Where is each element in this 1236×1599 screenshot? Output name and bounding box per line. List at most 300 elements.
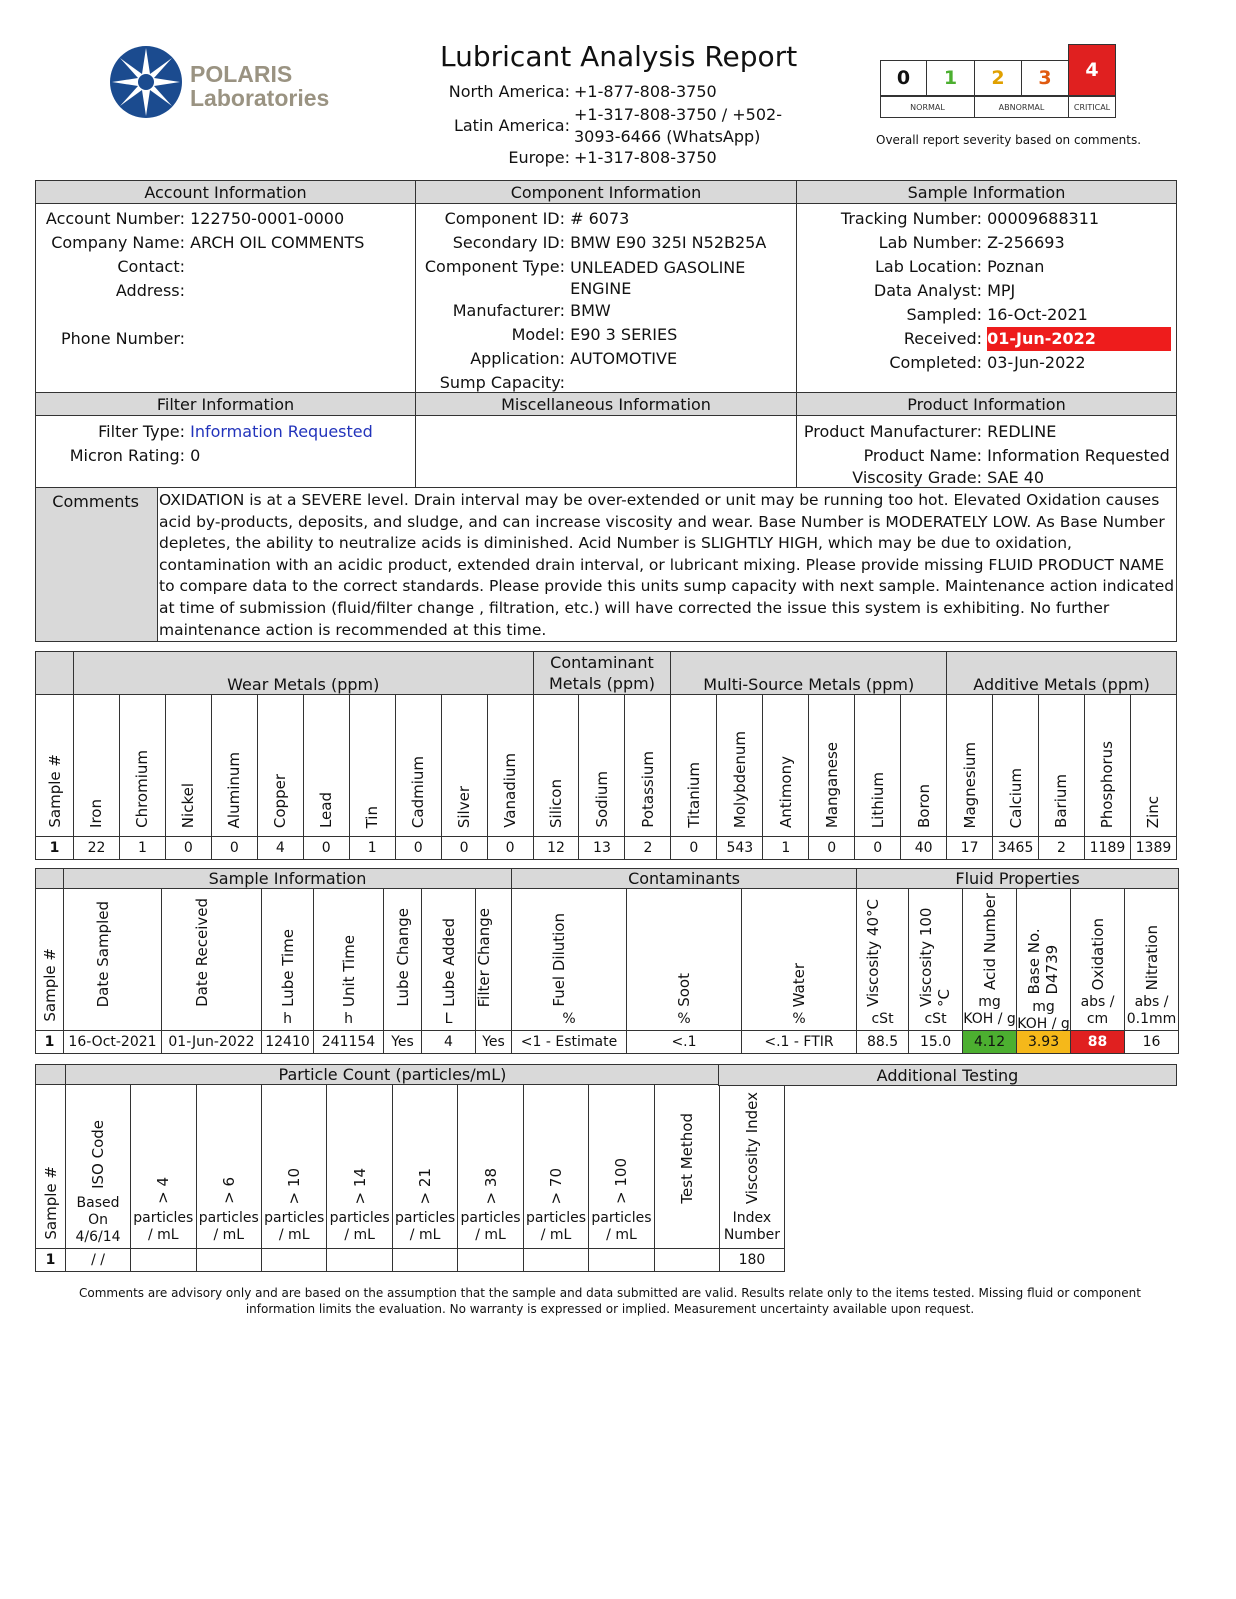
lab-number: Z-256693 [987, 233, 1065, 252]
metal-name: Tin [363, 805, 382, 828]
field-label: Data Analyst: [873, 281, 982, 300]
metal-name: Silver [455, 785, 474, 828]
metal-name: Chromium [133, 750, 152, 828]
particle-col-content [720, 1086, 784, 1248]
fluid-col-oxidation [1071, 889, 1125, 1031]
wear-metals-group: Wear Metals (ppm) [74, 652, 534, 695]
field-label: Model: [511, 325, 565, 344]
field-label: Company Name: [51, 233, 185, 252]
fluid-col-lube-change [384, 889, 422, 1031]
severity-label-abnormal: ABNORMAL [974, 96, 1069, 118]
metal-col-nickel [165, 695, 211, 837]
lab-location-row [796, 255, 1176, 279]
viscosity-grade-row [796, 468, 1176, 488]
metal-col-barium [1039, 695, 1085, 837]
fluid-col-unit: % [562, 1011, 576, 1027]
completed-row [796, 351, 1176, 375]
severity-label-critical: CRITICAL [1068, 96, 1116, 118]
test-method-value [654, 1249, 719, 1272]
particle-count-group: Particle Count (particles/mL) [66, 1065, 720, 1085]
metal-value-chromium: 1 [119, 837, 165, 860]
field-label: Account Number: [45, 209, 185, 228]
fluid-col-content [909, 890, 962, 1030]
contact-value: +1-317-808-3750 / +502-3093-6466 (WhatsApp) [574, 105, 782, 146]
metal-col-silicon [533, 695, 579, 837]
fluid-col-name: Acid Number [980, 893, 999, 990]
fluid-col-unit: mg KOH / g [1017, 998, 1070, 1032]
logo-line-2: Laboratories [190, 85, 330, 111]
particle-corner [36, 1065, 66, 1085]
particle-size-4 [327, 1085, 392, 1249]
micron-rating: 0 [190, 446, 201, 465]
fluid-value-water: <.1 - FTIR [742, 1031, 857, 1054]
sample-number: 1 [36, 1249, 66, 1272]
field-label: Contact: [117, 257, 185, 276]
particle-count-value [327, 1249, 392, 1272]
particle-col-content [393, 1086, 457, 1248]
fluid-col-content [963, 890, 1016, 1030]
particle-col-name: Test Method [677, 1113, 696, 1204]
contaminants-group: Contaminants [512, 869, 857, 889]
sample-number: 1 [36, 1031, 64, 1054]
contact-label: Latin America: [453, 116, 570, 135]
misc-header: Miscellaneous Information [415, 392, 797, 416]
particle-size-3 [261, 1085, 326, 1249]
metal-name: Cadmium [409, 755, 428, 828]
particle-table [35, 1064, 785, 1272]
metal-value-aluminum: 0 [211, 837, 257, 860]
field-label: Micron Rating: [69, 446, 185, 465]
metal-name: Sodium [592, 771, 611, 828]
fluid-col-nitration [1125, 889, 1179, 1031]
sampled-date: 16-Oct-2021 [987, 305, 1088, 324]
fluid-col-unit: mg KOH / g [963, 994, 1016, 1027]
metal-name: Nickel [179, 782, 198, 828]
fluid-value-unit-time: 241154 [314, 1031, 384, 1054]
particle-size-7 [523, 1085, 588, 1249]
metal-value-potassium: 2 [625, 837, 671, 860]
metal-col-phosphorus [1084, 695, 1130, 837]
fluid-col-unit-time [314, 889, 384, 1031]
particle-col-content [655, 1086, 719, 1248]
particle-col-name: ISO Code [89, 1120, 108, 1189]
fluid-col-lube-time [262, 889, 314, 1031]
metal-name: Copper [271, 773, 290, 828]
polaris-star-icon [108, 44, 184, 120]
metal-col-zinc [1130, 695, 1176, 837]
sample-number-header [36, 1085, 66, 1249]
sample-info-header: Sample Information [796, 180, 1177, 204]
product-manufacturer: REDLINE [987, 422, 1057, 441]
fluid-col-name: Date Received [192, 898, 211, 1007]
particle-count-value [458, 1249, 523, 1272]
field-label: Address: [115, 281, 185, 300]
fluid-value-date-sampled: 16-Oct-2021 [64, 1031, 162, 1054]
fluid-value-lube-time: 12410 [262, 1031, 314, 1054]
metal-name: Aluminum [225, 751, 244, 828]
fluid-col-name: Filter Change [474, 907, 493, 1007]
particle-col-unit: particles / mL [133, 1210, 194, 1243]
metal-value-vanadium: 0 [487, 837, 533, 860]
field-label: Lab Location: [874, 257, 982, 276]
metal-value-copper: 4 [257, 837, 303, 860]
tracking-number: 00009688311 [987, 209, 1100, 228]
particle-size-5 [392, 1085, 457, 1249]
viscosity-grade: SAE 40 [987, 468, 1045, 487]
metal-value-calcium: 3465 [993, 837, 1039, 860]
particle-col-unit: particles / mL [591, 1210, 652, 1243]
data-analyst-row [796, 279, 1176, 303]
fluid-col-content [162, 890, 261, 1030]
phone-row [35, 327, 415, 351]
fluid-col-content [1017, 890, 1070, 1030]
fluid-value-filter-change: Yes [476, 1031, 512, 1054]
lab-number-row [796, 231, 1176, 255]
field-label: Secondary ID: [452, 233, 565, 252]
fluid-value-viscosity-40-c: 88.5 [857, 1031, 909, 1054]
fluid-col-content [422, 890, 475, 1030]
fluid-value-base-no-d4739: 3.93 [1017, 1031, 1071, 1054]
metal-col-molybdenum [717, 695, 763, 837]
product-name: Information Requested [987, 446, 1170, 465]
iso-code-value: / / [66, 1249, 131, 1272]
field-label: Product Name: [863, 446, 982, 465]
fluid-value-oxidation: 88 [1071, 1031, 1125, 1054]
particle-size-2 [196, 1085, 261, 1249]
filter-info [35, 420, 415, 468]
metal-value-tin: 1 [349, 837, 395, 860]
fluid-col-unit: cSt [924, 1011, 947, 1027]
particle-col-content [458, 1086, 522, 1248]
fluid-col-content [627, 890, 741, 1030]
fluid-col-content [384, 890, 421, 1030]
fluid-col-name: Soot [675, 973, 693, 1007]
metal-value-molybdenum: 543 [717, 837, 763, 860]
metal-name: Magnesium [960, 741, 979, 828]
metal-value-lithium: 0 [855, 837, 901, 860]
sample-number-label: Sample # [45, 754, 64, 828]
metal-name: Lead [317, 791, 336, 828]
viscosity-index-header [719, 1085, 784, 1249]
metal-value-nickel: 0 [165, 837, 211, 860]
received-row [796, 327, 1176, 351]
fluid-col-name: Unit Time [339, 934, 358, 1007]
application: AUTOMOTIVE [570, 349, 678, 368]
component-info [415, 207, 795, 395]
footer-disclaimer: Comments are advisory only and are based on the assumption that the sample and data submitted are valid. Results relate only to the items tested. Missing fluid or component information limits the evaluation. No warranty is expressed or implied. Measurement uncertainty available upon request. [79, 1286, 1141, 1316]
particle-count-value [131, 1249, 196, 1272]
metal-value-boron: 40 [901, 837, 947, 860]
fluid-properties-group: Fluid Properties [857, 869, 1179, 889]
metal-name: Manganese [822, 741, 841, 828]
field-label: Completed: [889, 353, 982, 372]
metal-value-iron: 22 [74, 837, 120, 860]
fluid-value-acid-number: 4.12 [963, 1031, 1017, 1054]
account-number: 122750-0001-0000 [190, 209, 345, 228]
metal-value-magnesium: 17 [947, 837, 993, 860]
particle-col-name: > 100 [612, 1158, 631, 1204]
metal-col-lithium [855, 695, 901, 837]
contaminant-metals-group: Contaminant Metals (ppm) [533, 652, 671, 695]
severity-note: Overall report severity based on comments. [876, 133, 1142, 147]
filter-type-row [35, 420, 415, 444]
particle-count-value [261, 1249, 326, 1272]
particle-col-unit: particles / mL [525, 1210, 587, 1243]
address-row [35, 279, 415, 327]
metal-value-titanium: 0 [671, 837, 717, 860]
fluid-col-name: Viscosity 100 °C [916, 907, 953, 1007]
sample-number-header [36, 695, 74, 837]
field-label: Application: [470, 349, 565, 368]
sample-number-label: Sample # [40, 948, 59, 1022]
metal-value-lead: 0 [303, 837, 349, 860]
fluid-col-name: Oxidation [1088, 917, 1107, 990]
fluid-col-lube-added [422, 889, 476, 1031]
sample-number-label: Sample # [41, 1166, 60, 1240]
fluid-col-content [1071, 890, 1124, 1030]
severity-1: 1 [926, 60, 975, 96]
particle-col-unit: particles / mL [395, 1210, 456, 1243]
company-name: ARCH OIL COMMENTS [190, 233, 365, 252]
sample-info-group: Sample Information [64, 869, 512, 889]
comments-section [35, 487, 1177, 642]
contact-row [35, 255, 415, 279]
field-label: Received: [903, 329, 982, 348]
metal-name: Phosphorus [1098, 740, 1117, 828]
particle-col-content [589, 1086, 653, 1248]
comments-text: OXIDATION is at a SEVERE level. Drain interval may be over-extended or unit may be running too hot. Elevated Oxidation causes acid by-products, deposits, and sludge, and can increase viscosity and wear. Base Number is MODERATELY LOW. As Base Number depletes, the ability to neutralize acids is diminished. Acid Number is SLIGHTLY HIGH, which may be due to oxidation, contamination with an acidic product, extended drain interval, or lubricant mixing. Please provide missing FLUID PRODUCT NAME to compare data to the correct standards. Please provide this units sump capacity with next sample. Maintenance action indicated at time of submission (fluid/filter change , filtration, etc.) will have corrected the issue this system is exhibiting. No further maintenance action is recommended at this time. [159, 491, 1175, 639]
field-label: Tracking Number: [840, 209, 982, 228]
fluid-col-content [1125, 890, 1178, 1030]
fluid-col-acid-number [963, 889, 1017, 1031]
particle-col-name: > 14 [350, 1167, 369, 1204]
test-method-header [654, 1085, 719, 1249]
field-label: Product Manufacturer: [803, 422, 982, 441]
fluid-col-name: Nitration [1142, 924, 1161, 990]
field-label: Phone Number: [60, 329, 185, 348]
model: E90 3 SERIES [570, 325, 678, 344]
fluid-value-lube-added: 4 [422, 1031, 476, 1054]
severity-3: 3 [1021, 60, 1069, 96]
fluid-col-name: Lube Change [393, 908, 412, 1007]
severity-2: 2 [974, 60, 1022, 96]
metal-name: Boron [914, 784, 933, 828]
metal-name: Vanadium [501, 753, 520, 828]
sampled-row [796, 303, 1176, 327]
metal-value-silver: 0 [441, 837, 487, 860]
metal-value-antimony: 1 [763, 837, 809, 860]
secondary-id-row [415, 231, 795, 255]
field-label: Filter Type: [98, 422, 185, 441]
sample-number: 1 [36, 837, 74, 860]
metal-col-tin [349, 695, 395, 837]
metal-col-copper [257, 695, 303, 837]
metal-col-sodium [579, 695, 625, 837]
tracking-number-row [796, 207, 1176, 231]
metal-col-lead [303, 695, 349, 837]
fluid-col-name: Base No. D4739 [1024, 928, 1061, 995]
particle-col-name: > 21 [416, 1167, 435, 1204]
fluid-col-unit: L [444, 1011, 453, 1027]
manufacturer-row [415, 299, 795, 323]
logo-text [190, 62, 329, 110]
fluid-col-name: Viscosity 40°C [863, 899, 882, 1007]
metal-col-aluminum [211, 695, 257, 837]
additional-testing-header: Additional Testing [718, 1064, 1177, 1086]
account-number-row [35, 207, 415, 231]
lab-location: Poznan [987, 257, 1045, 276]
metal-col-boron [901, 695, 947, 837]
fluid-col-content [742, 890, 856, 1030]
application-row [415, 347, 795, 371]
metal-name: Molybdenum [730, 730, 749, 828]
particle-col-unit: particles / mL [460, 1210, 521, 1243]
metal-name: Titanium [684, 762, 703, 828]
component-id: # 6073 [570, 209, 630, 228]
contact-label: North America: [448, 82, 570, 101]
fluid-col-unit: abs / cm [1080, 994, 1115, 1027]
metal-name: Barium [1052, 774, 1071, 828]
fluid-col-base-no-d4739 [1017, 889, 1071, 1031]
model-row [415, 323, 795, 347]
fluid-col-content [314, 890, 383, 1030]
received-date: 01-Jun-2022 [987, 327, 1171, 351]
secondary-id: BMW E90 325I N52B25A [570, 233, 767, 252]
metal-value-silicon: 12 [533, 837, 579, 860]
particle-col-unit: particles / mL [198, 1210, 259, 1243]
field-label: Sump Capacity: [439, 373, 565, 392]
fluid-col-name: Fuel Dilution [550, 913, 568, 1007]
severity-label-normal: NORMAL [880, 96, 975, 118]
metal-col-vanadium [487, 695, 533, 837]
account-info [35, 207, 415, 351]
product-info [796, 420, 1176, 488]
product-manufacturer-row [796, 420, 1176, 444]
contact-latin-america [410, 104, 810, 150]
component-type: UNLEADED GASOLINE ENGINE [570, 258, 746, 298]
fluid-col-unit: % [792, 1011, 806, 1027]
particle-col-unit: particles / mL [329, 1210, 390, 1243]
field-label: Component Type: [424, 257, 565, 276]
fluid-col-fuel-dilution [512, 889, 627, 1031]
particle-size-8 [589, 1085, 654, 1249]
sample-number-header [36, 889, 64, 1031]
particle-col-content [197, 1086, 261, 1248]
particle-size-6 [458, 1085, 523, 1249]
particle-col-unit: Based On 4/6/14 [75, 1195, 121, 1245]
fluid-col-unit: abs / 0.1mm [1126, 994, 1177, 1027]
component-id-row [415, 207, 795, 231]
field-label: Viscosity Grade: [852, 468, 982, 487]
metal-col-chromium [119, 695, 165, 837]
metal-name: Calcium [1006, 767, 1025, 828]
fluid-col-soot [627, 889, 742, 1031]
metal-col-calcium [993, 695, 1039, 837]
fluid-col-content [512, 890, 626, 1030]
metals-corner [36, 652, 74, 695]
severity-4: 4 [1068, 44, 1116, 96]
metal-name: Lithium [868, 771, 887, 828]
metal-col-magnesium [947, 695, 993, 837]
fluid-value-soot: <.1 [627, 1031, 742, 1054]
fluid-col-unit: % [677, 1011, 691, 1027]
fluid-value-date-received: 01-Jun-2022 [162, 1031, 262, 1054]
metal-value-sodium: 13 [579, 837, 625, 860]
particle-col-content [262, 1086, 326, 1248]
particle-col-content [327, 1086, 391, 1248]
particle-count-value [392, 1249, 457, 1272]
fluid-col-viscosity-100-c [909, 889, 963, 1031]
particle-col-unit: Index Number [723, 1210, 781, 1243]
metal-name: Antimony [776, 756, 795, 828]
metal-col-antimony [763, 695, 809, 837]
metal-col-cadmium [395, 695, 441, 837]
micron-rating-row [35, 444, 415, 468]
iso-code-header [66, 1085, 131, 1249]
product-name-row [796, 444, 1176, 468]
metal-value-phosphorus: 1189 [1084, 837, 1130, 860]
metal-name: Zinc [1144, 795, 1163, 828]
fluid-corner [36, 869, 64, 889]
data-analyst: MPJ [987, 281, 1016, 300]
particle-count-value [523, 1249, 588, 1272]
metal-value-barium: 2 [1039, 837, 1085, 860]
contact-north-america [410, 82, 810, 106]
particle-col-name: > 6 [219, 1177, 238, 1204]
fluid-value-lube-change: Yes [384, 1031, 422, 1054]
component-type-row [415, 255, 795, 299]
metal-col-potassium [625, 695, 671, 837]
viscosity-index-value: 180 [719, 1249, 784, 1272]
product-header: Product Information [796, 392, 1177, 416]
particle-col-name: > 10 [285, 1167, 304, 1204]
component-header: Component Information [415, 180, 797, 204]
particle-col-unit [656, 1210, 718, 1246]
metal-col-silver [441, 695, 487, 837]
additive-metals-group: Additive Metals (ppm) [947, 652, 1177, 695]
fluid-col-content [64, 890, 161, 1030]
fluid-col-date-sampled [64, 889, 162, 1031]
multi-source-metals-group: Multi-Source Metals (ppm) [671, 652, 947, 695]
contact-value: +1-877-808-3750 [574, 82, 717, 101]
fluid-col-filter-change [476, 889, 512, 1031]
comments-label: Comments [52, 492, 139, 511]
particle-col-name: > 38 [481, 1167, 500, 1204]
filter-header: Filter Information [35, 392, 416, 416]
fluid-value-viscosity-100-c: 15.0 [909, 1031, 963, 1054]
manufacturer: BMW [570, 301, 611, 320]
account-header: Account Information [35, 180, 416, 204]
metal-value-manganese: 0 [809, 837, 855, 860]
fluid-col-content [476, 890, 511, 1030]
field-label: Lab Number: [878, 233, 982, 252]
metal-col-manganese [809, 695, 855, 837]
field-label: Component ID: [444, 209, 565, 228]
metals-table [35, 651, 1177, 860]
field-label: Manufacturer: [452, 301, 565, 320]
particle-count-value [196, 1249, 261, 1272]
particle-col-unit: particles / mL [264, 1210, 325, 1243]
company-logo [108, 44, 328, 124]
particle-col-name: Viscosity Index [742, 1091, 761, 1204]
fluid-col-date-received [162, 889, 262, 1031]
sample-info [796, 207, 1176, 375]
field-label: Sampled: [906, 305, 982, 324]
metal-value-zinc: 1389 [1130, 837, 1176, 860]
particle-size-1 [131, 1085, 196, 1249]
logo-line-1: POLARIS [190, 61, 293, 87]
report-title: Lubricant Analysis Report [440, 40, 798, 73]
